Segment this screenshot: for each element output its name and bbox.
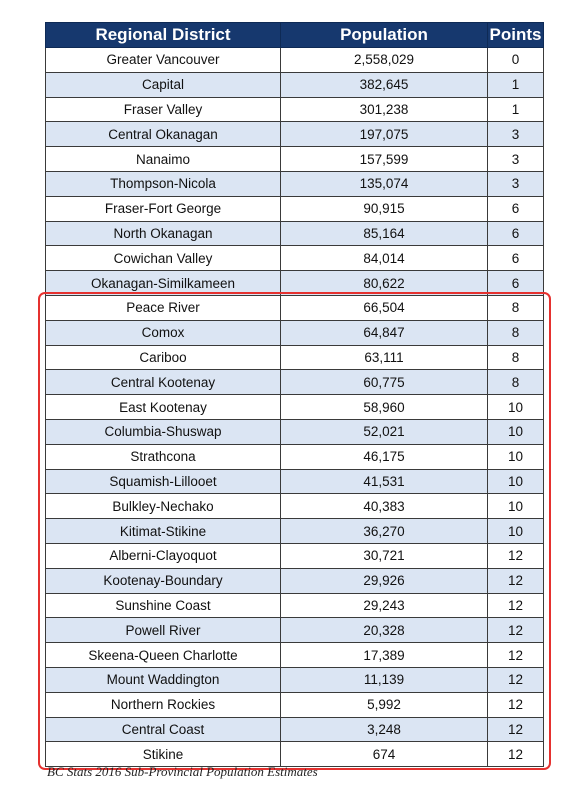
cell-points: 10: [488, 494, 544, 519]
cell-points: 12: [488, 593, 544, 618]
table-row: [46, 147, 544, 172]
cell-regional-district: Central Kootenay: [46, 370, 281, 395]
cell-regional-district: East Kootenay: [46, 395, 281, 420]
cell-regional-district: Central Okanagan: [46, 122, 281, 147]
cell-population: 46,175: [281, 444, 488, 469]
table-row: [46, 320, 544, 345]
cell-points: 1: [488, 72, 544, 97]
cell-population: 52,021: [281, 419, 488, 444]
cell-population: 382,645: [281, 72, 488, 97]
population-table: [45, 22, 544, 767]
cell-population: 157,599: [281, 147, 488, 172]
cell-population: 84,014: [281, 246, 488, 271]
cell-population: 41,531: [281, 469, 488, 494]
cell-population: 85,164: [281, 221, 488, 246]
cell-points: 12: [488, 717, 544, 742]
cell-points: 10: [488, 469, 544, 494]
table-row: [46, 469, 544, 494]
table-row: [46, 543, 544, 568]
cell-points: 6: [488, 271, 544, 296]
cell-regional-district: Cowichan Valley: [46, 246, 281, 271]
table-row: [46, 271, 544, 296]
cell-points: 8: [488, 295, 544, 320]
cell-points: 10: [488, 419, 544, 444]
cell-points: 8: [488, 320, 544, 345]
cell-population: 197,075: [281, 122, 488, 147]
cell-points: 3: [488, 147, 544, 172]
cell-population: 301,238: [281, 97, 488, 122]
table-row: [46, 494, 544, 519]
table-row: [46, 171, 544, 196]
cell-population: 17,389: [281, 643, 488, 668]
cell-regional-district: Fraser Valley: [46, 97, 281, 122]
cell-population: 80,622: [281, 271, 488, 296]
cell-population: 29,926: [281, 568, 488, 593]
cell-points: 12: [488, 643, 544, 668]
table-row: [46, 97, 544, 122]
cell-points: 6: [488, 196, 544, 221]
cell-points: 8: [488, 370, 544, 395]
cell-regional-district: Greater Vancouver: [46, 48, 281, 73]
table-row: [46, 48, 544, 73]
cell-regional-district: Stikine: [46, 742, 281, 767]
cell-population: 36,270: [281, 519, 488, 544]
table-row: [46, 717, 544, 742]
cell-population: 5,992: [281, 692, 488, 717]
cell-points: 6: [488, 221, 544, 246]
table-row: [46, 122, 544, 147]
cell-points: 12: [488, 742, 544, 767]
cell-population: 40,383: [281, 494, 488, 519]
cell-regional-district: North Okanagan: [46, 221, 281, 246]
cell-regional-district: Capital: [46, 72, 281, 97]
cell-regional-district: Kootenay-Boundary: [46, 568, 281, 593]
cell-points: 12: [488, 618, 544, 643]
table-body: [46, 48, 544, 767]
cell-regional-district: Northern Rockies: [46, 692, 281, 717]
cell-regional-district: Powell River: [46, 618, 281, 643]
table-row: [46, 221, 544, 246]
header-regional-district: Regional District: [46, 23, 281, 48]
cell-points: 1: [488, 97, 544, 122]
table-row: [46, 295, 544, 320]
table-row: [46, 345, 544, 370]
cell-regional-district: Okanagan-Similkameen: [46, 271, 281, 296]
cell-regional-district: Peace River: [46, 295, 281, 320]
cell-regional-district: Sunshine Coast: [46, 593, 281, 618]
cell-points: 8: [488, 345, 544, 370]
cell-regional-district: Squamish-Lillooet: [46, 469, 281, 494]
cell-points: 12: [488, 692, 544, 717]
table-row: [46, 72, 544, 97]
table-row: [46, 568, 544, 593]
cell-regional-district: Skeena-Queen Charlotte: [46, 643, 281, 668]
table-row: [46, 618, 544, 643]
cell-population: 63,111: [281, 345, 488, 370]
table-row: [46, 395, 544, 420]
table-row: [46, 196, 544, 221]
cell-points: 6: [488, 246, 544, 271]
table-row: [46, 593, 544, 618]
cell-population: 3,248: [281, 717, 488, 742]
cell-points: 10: [488, 444, 544, 469]
cell-regional-district: Strathcona: [46, 444, 281, 469]
cell-points: 3: [488, 171, 544, 196]
cell-population: 135,074: [281, 171, 488, 196]
cell-regional-district: Bulkley-Nechako: [46, 494, 281, 519]
cell-regional-district: Cariboo: [46, 345, 281, 370]
cell-population: 29,243: [281, 593, 488, 618]
table-row: [46, 519, 544, 544]
table-row: [46, 246, 544, 271]
cell-population: 66,504: [281, 295, 488, 320]
cell-regional-district: Alberni-Clayoquot: [46, 543, 281, 568]
table-row: [46, 667, 544, 692]
cell-points: 12: [488, 543, 544, 568]
cell-points: 12: [488, 667, 544, 692]
cell-regional-district: Nanaimo: [46, 147, 281, 172]
table-header-row: [46, 23, 544, 48]
cell-points: 12: [488, 568, 544, 593]
table-row: [46, 742, 544, 767]
source-note: BC Stats 2016 Sub-Provincial Population Estimates: [47, 764, 318, 779]
cell-population: 20,328: [281, 618, 488, 643]
table-row: [46, 643, 544, 668]
header-points: Points: [488, 23, 544, 48]
table-row: [46, 419, 544, 444]
cell-population: 64,847: [281, 320, 488, 345]
cell-regional-district: Fraser-Fort George: [46, 196, 281, 221]
header-population: Population: [281, 23, 488, 48]
cell-regional-district: Central Coast: [46, 717, 281, 742]
cell-regional-district: Kitimat-Stikine: [46, 519, 281, 544]
table-row: [46, 370, 544, 395]
cell-regional-district: Comox: [46, 320, 281, 345]
cell-population: 11,139: [281, 667, 488, 692]
cell-population: 60,775: [281, 370, 488, 395]
cell-points: 3: [488, 122, 544, 147]
cell-population: 30,721: [281, 543, 488, 568]
cell-regional-district: Mount Waddington: [46, 667, 281, 692]
cell-population: 90,915: [281, 196, 488, 221]
cell-points: 10: [488, 395, 544, 420]
table-row: [46, 692, 544, 717]
cell-points: 0: [488, 48, 544, 73]
cell-regional-district: Columbia-Shuswap: [46, 419, 281, 444]
cell-regional-district: Thompson-Nicola: [46, 171, 281, 196]
cell-population: 58,960: [281, 395, 488, 420]
cell-population: 674: [281, 742, 488, 767]
cell-population: 2,558,029: [281, 48, 488, 73]
table-row: [46, 444, 544, 469]
cell-points: 10: [488, 519, 544, 544]
